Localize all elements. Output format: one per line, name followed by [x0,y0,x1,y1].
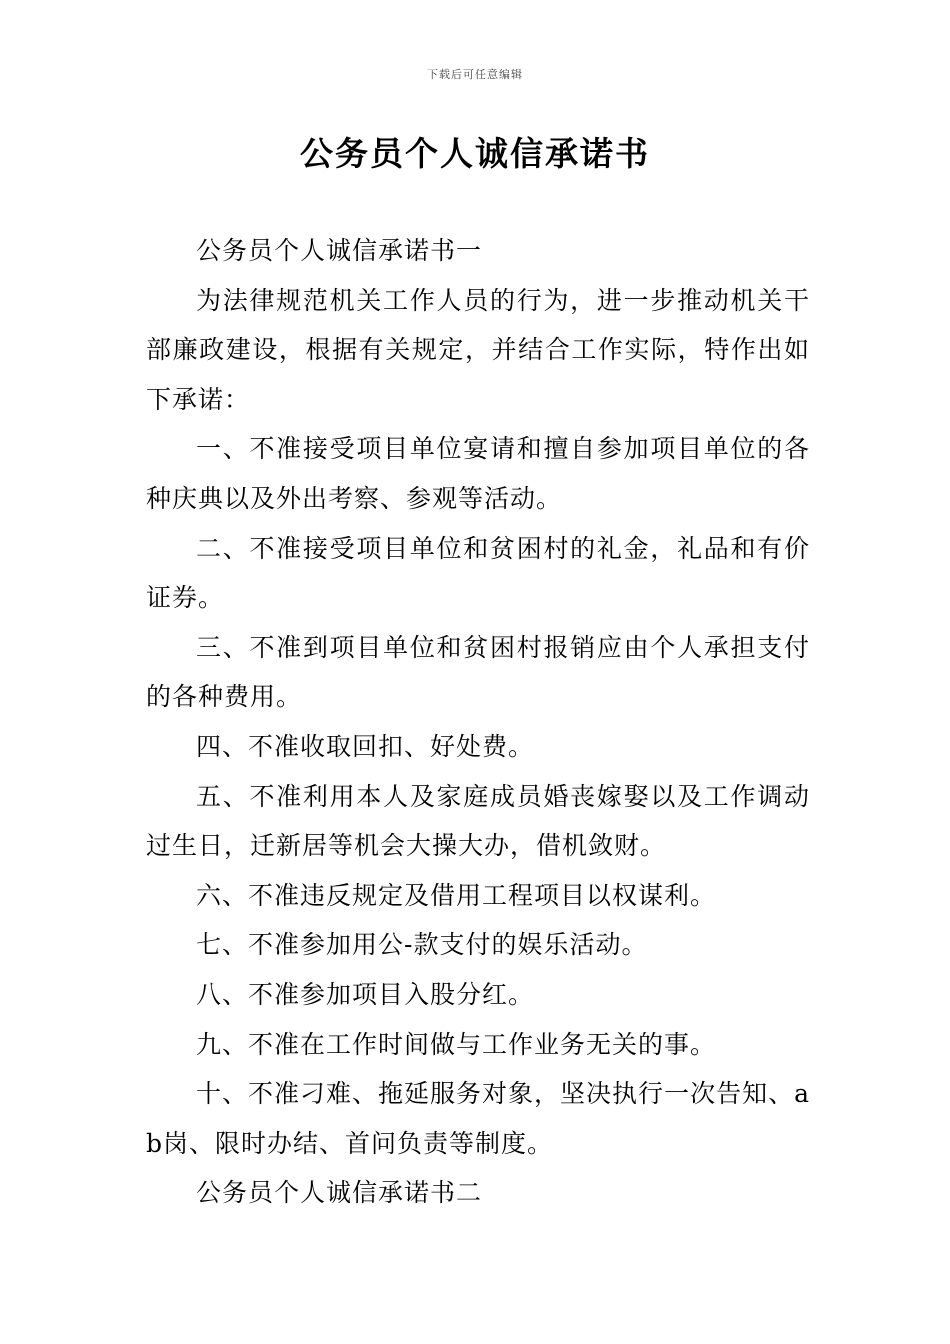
document-body [146,226,810,1218]
commitment-item-1: 一、不准接受项目单位宴请和擅自参加项目单位的各种庆典以及外出考察、参观等活动。 [146,434,810,513]
section-heading-2: 公务员个人诚信承诺书二 [196,1178,483,1208]
commitment-item-2: 二、不准接受项目单位和贫困村的礼金，礼品和有价证券。 [146,533,810,613]
commitment-item-6: 六、不准违反规定及借用工程项目以权谋利。 [196,880,717,910]
header-note: 下载后可任意编辑 [427,68,523,81]
document-title: 公务员个人诚信承诺书 [300,134,650,173]
section-heading-1: 公务员个人诚信承诺书一 [196,236,483,265]
intro-paragraph: 为法律规范机关工作人员的行为，进一步推动机关干部廉政建设，根据有关规定，并结合工作实际，特作出如下承诺： [146,285,810,414]
commitment-item-8: 八、不准参加项目入股分红。 [196,979,535,1009]
commitment-item-9: 九、不准在工作时间做与工作业务无关的事。 [196,1029,717,1059]
commitment-item-4: 四、不准收取回扣、好处费。 [196,731,535,761]
commitment-item-7: 七、不准参加用公-款支付的娱乐活动。 [196,930,648,960]
commitment-item-10: 十、不准刁难、拖延服务对象，坚决执行一次告知、ab岗、限时办结、首问负责等制度。 [146,1079,810,1158]
commitment-item-3: 三、不准到项目单位和贫困村报销应由个人承担支付的各种费用。 [146,632,810,712]
commitment-item-5: 五、不准利用本人及家庭成员婚丧嫁娶以及工作调动过生日，迁新居等机会大操大办，借机敛财。 [146,781,810,861]
